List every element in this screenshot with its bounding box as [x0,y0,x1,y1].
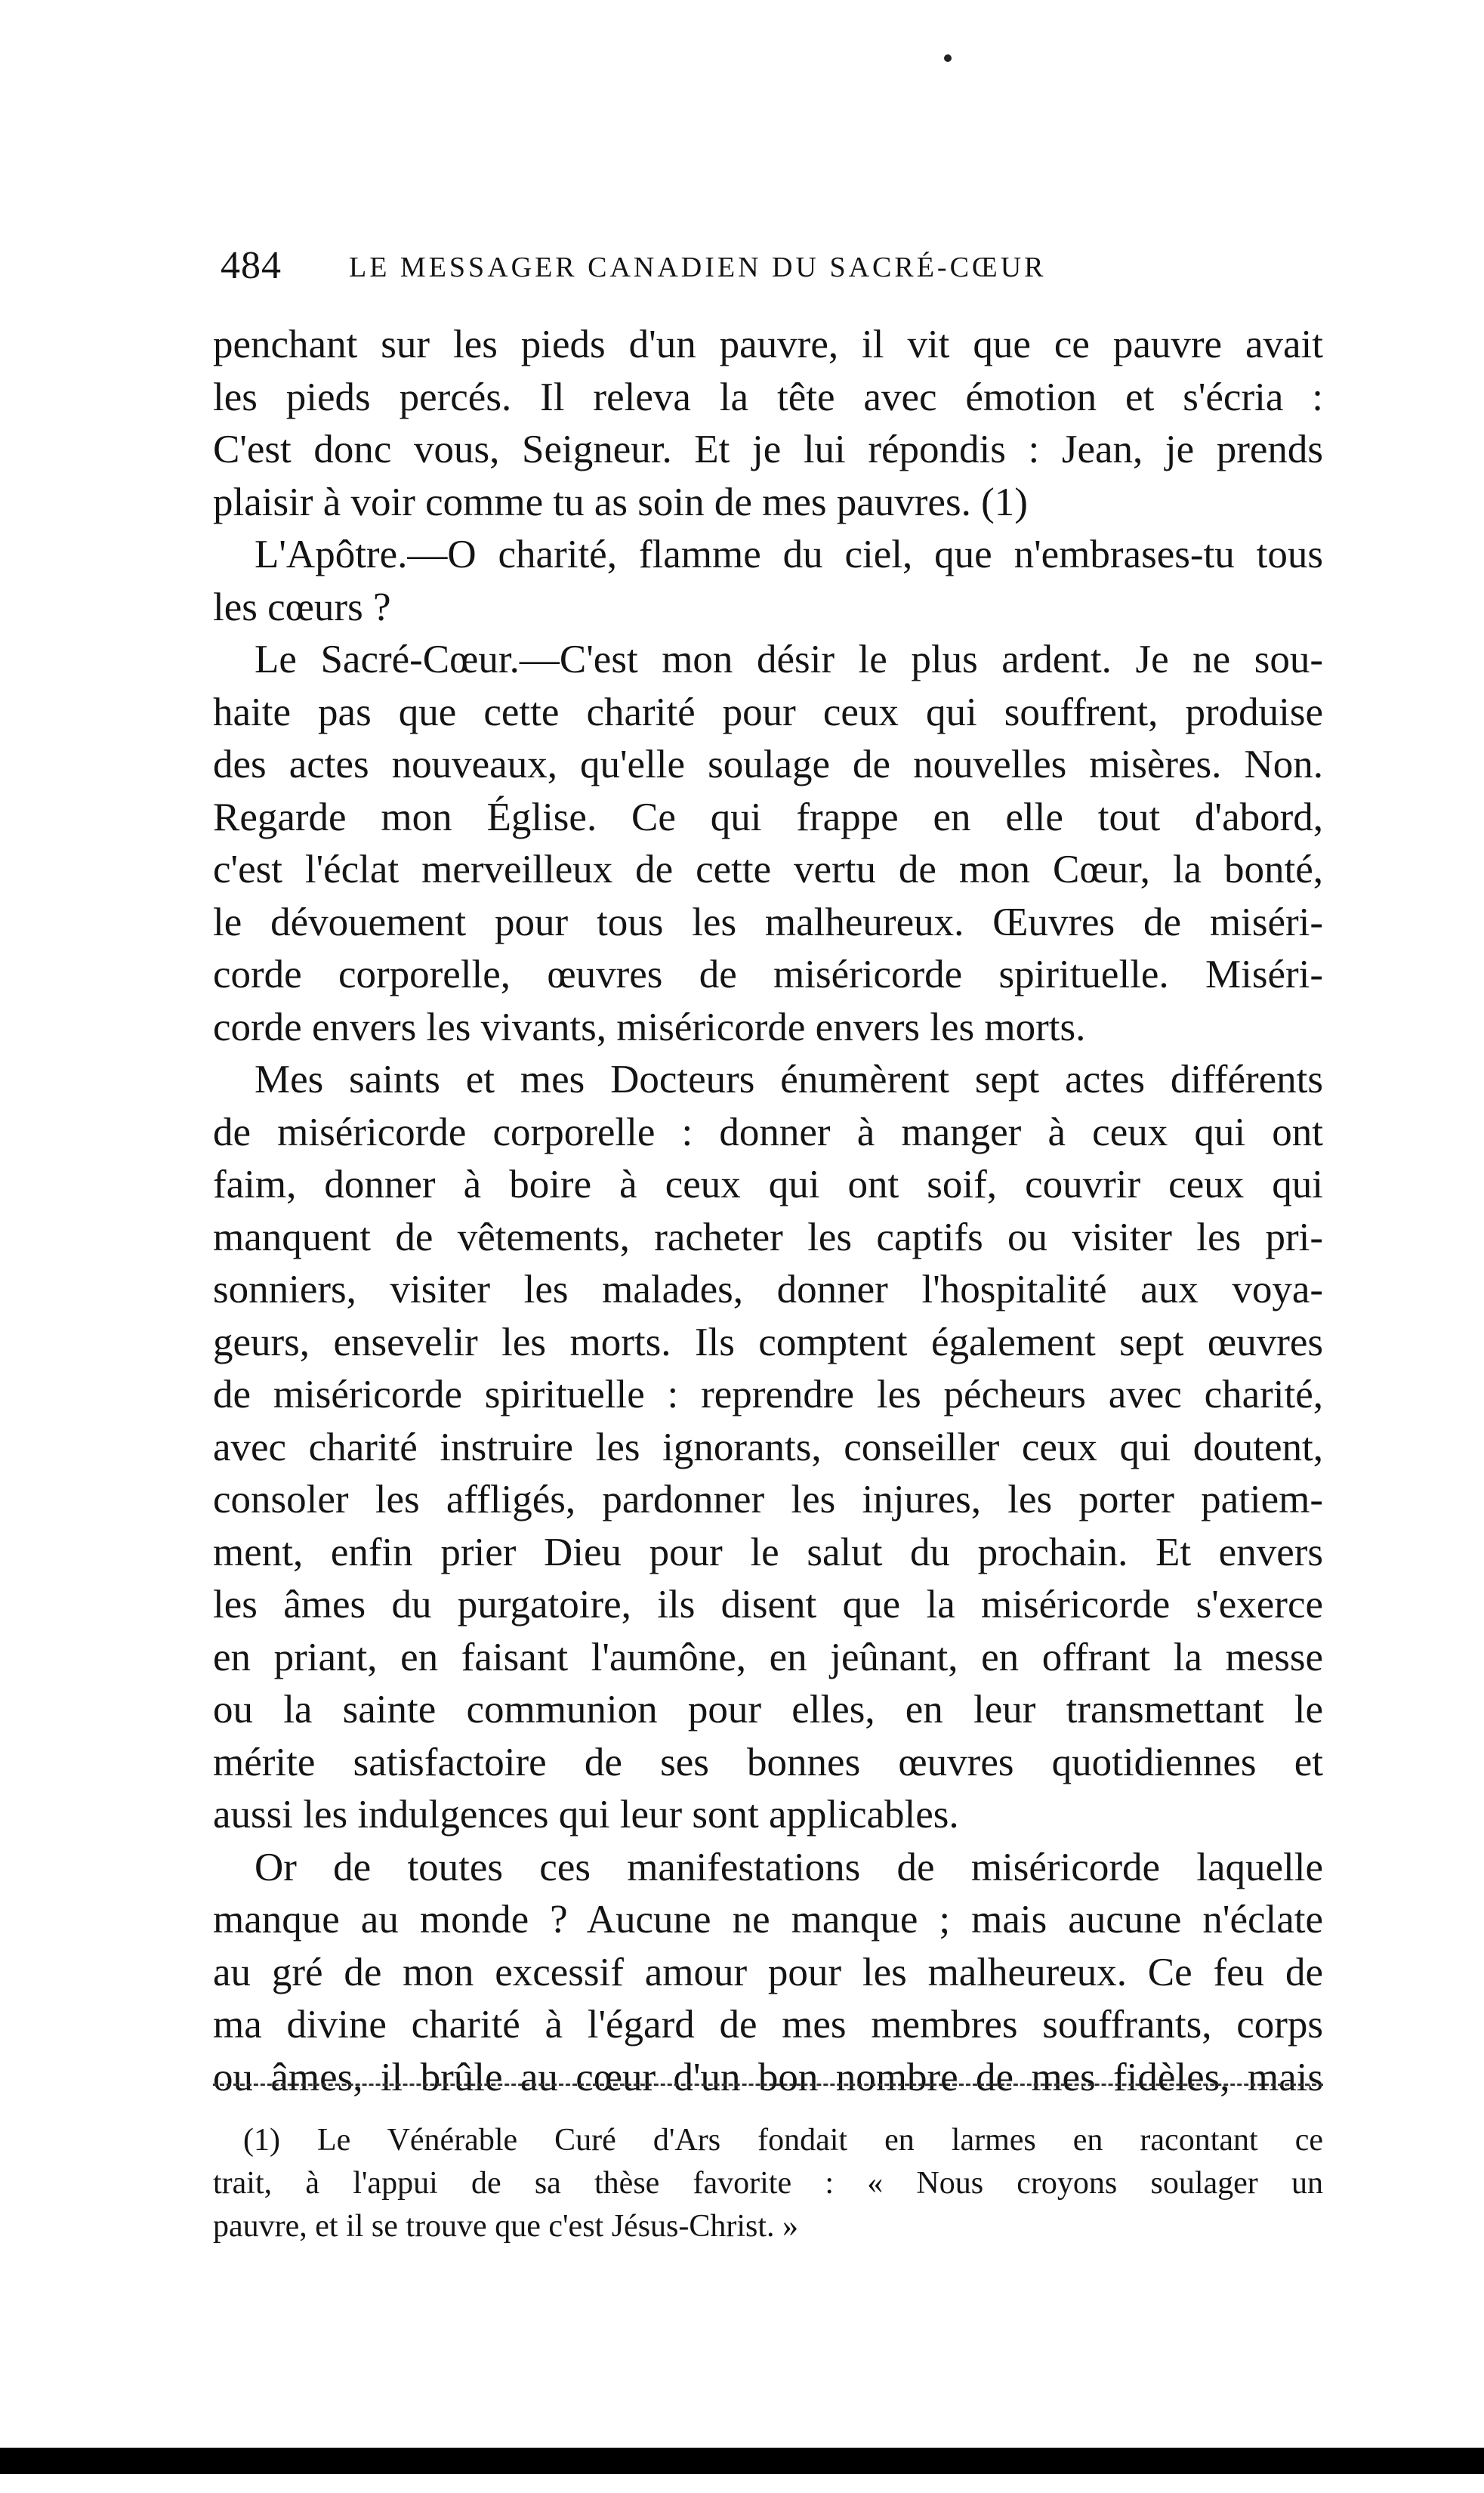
text-line: les âmes du purgatoire, ils disent que la miséricorde s'exerce [213,1583,1323,1626]
scan-edge-band [0,2448,1484,2474]
text-line: en priant, en faisant l'aumône, en jeûnant, en offrant la messe [213,1635,1323,1679]
text-line: corde corporelle, œuvres de miséricorde spirituelle. Miséri- [213,953,1323,996]
text-line: mérite satisfactoire de ses bonnes œuvres quotidiennes et [213,1740,1323,1784]
text-line: les cœurs ? [213,585,391,629]
text-line: au gré de mon excessif amour pour les malheureux. Ce feu de [213,1950,1323,1994]
text-line: c'est l'éclat merveilleux de cette vertu de mon Cœur, la bonté, [213,848,1323,891]
text-line: L'Apôtre.—O charité, flamme du ciel, que n'embrases-tu tous [255,533,1323,576]
running-title: LE MESSAGER CANADIEN DU SACRÉ-CŒUR [349,252,1047,283]
text-line: corde envers les vivants, miséricorde envers les morts. [213,1005,1086,1049]
text-line: ou la sainte communion pour elles, en leur transmettant le [213,1688,1323,1732]
footnote-line: (1) Le Vénérable Curé d'Ars fondait en larmes en racontant ce [243,2123,1323,2158]
page-number: 484 [221,244,282,287]
text-line: de miséricorde spirituelle : reprendre les pécheurs avec charité, [213,1373,1323,1416]
text-line: aussi les indulgences qui leur sont applicables. [213,1793,959,1837]
text-line: manque au monde ? Aucune ne manque ; mais aucune n'éclate [213,1898,1323,1942]
text-line: sonniers, visiter les malades, donner l'hospitalité aux voya- [213,1268,1323,1311]
text-line: ma divine charité à l'égard de mes membres souffrants, corps [213,2003,1323,2047]
text-line: plaisir à voir comme tu as soin de mes pauvres. (1) [213,480,1028,524]
text-line: penchant sur les pieds d'un pauvre, il vit que ce pauvre avait [213,323,1323,366]
footnote-line: pauvre, et il se trouve que c'est Jésus-Christ. » [213,2209,799,2244]
text-line: manquent de vêtements, racheter les captifs ou visiter les pri- [213,1215,1323,1259]
page-header [221,243,1338,296]
text-line: geurs, ensevelir les morts. Ils comptent également sept œuvres [213,1320,1323,1364]
text-line: C'est donc vous, Seigneur. Et je lui répondis : Jean, je prends [213,428,1323,471]
text-line: Or de toutes ces manifestations de miséricorde laquelle [255,1845,1323,1889]
text-line: les pieds percés. Il releva la tête avec émotion et s'écria : [213,375,1323,419]
text-line: haite pas que cette charité pour ceux qui souffrent, produise [213,690,1323,734]
footnote-divider [213,2084,1323,2086]
ink-speck [944,54,952,62]
body-text [213,319,1323,2104]
text-line: Regarde mon Église. Ce qui frappe en elle tout d'abord, [213,795,1323,839]
text-line: des actes nouveaux, qu'elle soulage de nouvelles misères. Non. [213,743,1323,786]
text-line: avec charité instruire les ignorants, conseiller ceux qui doutent, [213,1425,1323,1469]
text-line: de miséricorde corporelle : donner à manger à ceux qui ont [213,1110,1323,1154]
text-line: Mes saints et mes Docteurs énumèrent sept actes différents [255,1058,1323,1101]
text-line: ment, enfin prier Dieu pour le salut du prochain. Et envers [213,1530,1323,1574]
text-line: le dévouement pour tous les malheureux. Œuvres de miséri- [213,900,1323,944]
text-line: Le Sacré-Cœur.—C'est mon désir le plus ardent. Je ne sou- [255,638,1323,681]
text-line: ou âmes, il brûle au cœur d'un bon nombre de mes fidèles, mais [213,2055,1323,2099]
footnote-line: trait, à l'appui de sa thèse favorite : « Nous croyons soulager un [213,2166,1323,2201]
text-line: faim, donner à boire à ceux qui ont soif, couvrir ceux qui [213,1163,1323,1206]
text-line: consoler les affligés, pardonner les injures, les porter patiem- [213,1478,1323,1521]
footnote [213,2119,1323,2248]
